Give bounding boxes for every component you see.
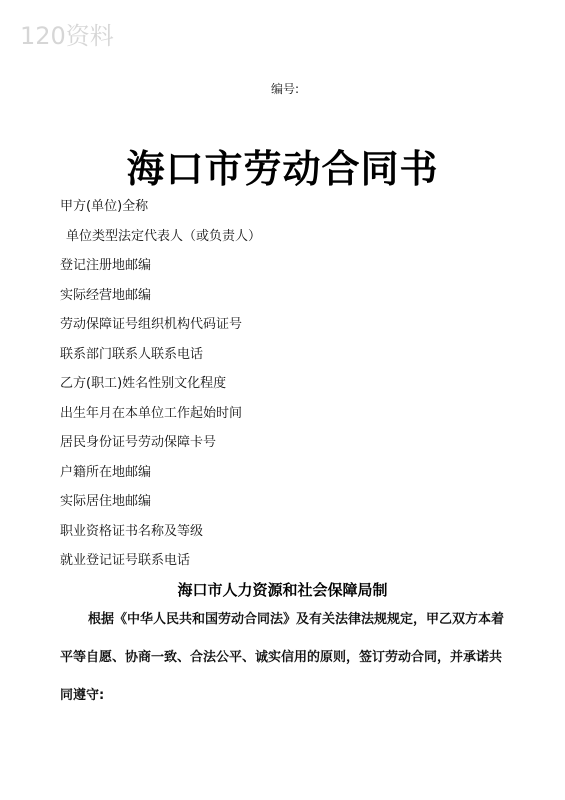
- preamble-line: 根据《中华人民共和国劳动合同法》及有关法律法规规定，甲乙双方本着: [88, 612, 505, 627]
- field-residence-address: 实际居住地邮编: [60, 494, 152, 509]
- preamble-paragraph: [60, 607, 522, 721]
- document-title: 海口市劳动合同书: [126, 147, 439, 191]
- watermark: 120资料: [20, 22, 114, 50]
- field-employment-registration: 就业登记证号联系电话: [60, 553, 191, 568]
- party-info-fields: [60, 197, 261, 581]
- field-id-card: 居民身份证号劳动保障卡号: [60, 435, 217, 450]
- issuing-authority: 海口市人力资源和社会保障局制: [177, 581, 388, 599]
- field-party-a-name: 甲方(单位)全称: [60, 199, 149, 214]
- field-qualification-certificate: 职业资格证书名称及等级: [60, 523, 204, 539]
- field-contact-department: 联系部门联系人联系电话: [60, 346, 204, 362]
- preamble-line: 同遵守:: [60, 688, 105, 703]
- field-unit-type-representative: 单位类型法定代表人（或负责人）: [66, 228, 262, 244]
- field-labor-security-certificate: 劳动保障证号组织机构代码证号: [60, 317, 243, 332]
- field-business-address: 实际经营地邮编: [60, 287, 152, 303]
- preamble-line: 平等自愿、协商一致、合法公平、诚实信用的原则，签订劳动合同，并承诺共: [60, 650, 503, 665]
- field-household-address: 户籍所在地邮编: [60, 464, 152, 480]
- serial-number-label: 编号:: [271, 82, 300, 96]
- field-registered-address: 登记注册地邮编: [60, 258, 152, 273]
- field-birth-start-date: 出生年月在本单位工作起始时间: [60, 405, 243, 421]
- field-party-b-name: 乙方(职工)姓名性别文化程度: [60, 376, 227, 391]
